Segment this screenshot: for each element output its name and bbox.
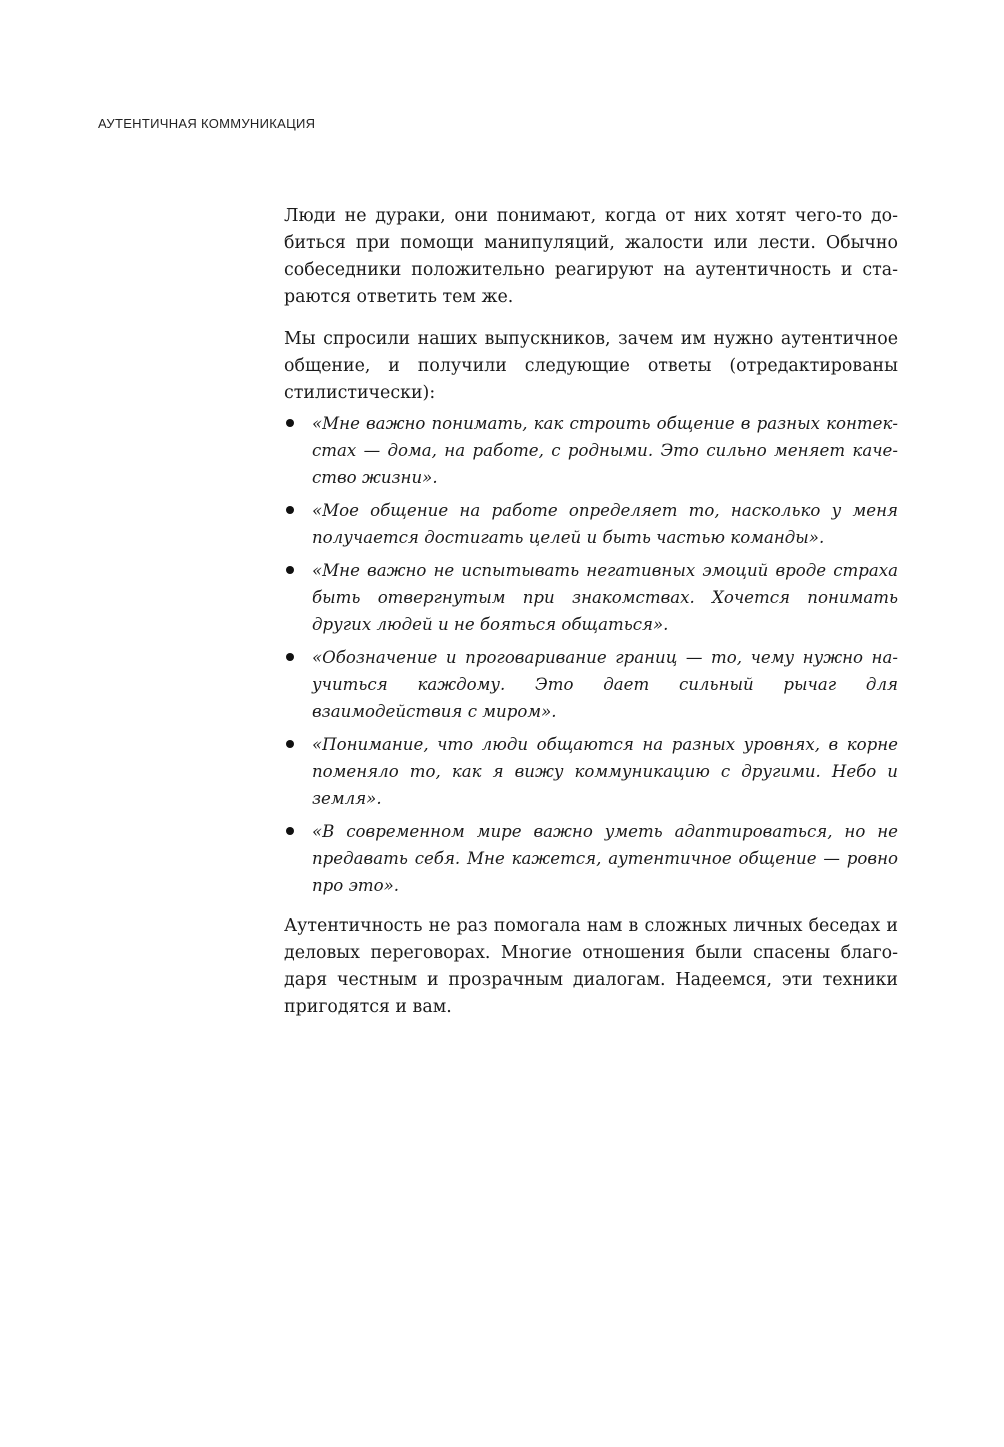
quote-text: «Мне важно не испытывать негативных эмоций вроде страха быть отвергнутым при знакомствах. Хочется понимать других людей и не бояться общаться». bbox=[312, 561, 898, 634]
bullet-icon bbox=[286, 740, 294, 748]
paragraph-intro: Люди не дураки, они понимают, когда от них хотят чего-то добиться при помощи манипуляций, жалости или лести. Обычно собеседники положительно реагируют на аутентичность и стараются ответить тем же. bbox=[284, 206, 898, 307]
quote-text: «В современном мире важно уметь адаптироваться, но не предавать себя. Мне кажется, аутентичное общение — ровно про это». bbox=[312, 822, 898, 895]
bullet-icon bbox=[286, 419, 294, 427]
quote-text: «Мне важно понимать, как строить общение в разных контекстах — дома, на работе, с родными. Это сильно меняет качество жизни». bbox=[312, 414, 898, 487]
bullet-icon bbox=[286, 653, 294, 661]
graduate-quotes-list bbox=[284, 410, 898, 899]
bullet-icon bbox=[286, 566, 294, 574]
quote-text: «Мое общение на работе определяет то, насколько у меня получается достигать целей и быть частью команды». bbox=[312, 501, 898, 547]
main-text bbox=[284, 203, 898, 1021]
list-item bbox=[284, 731, 898, 812]
quote-text: «Понимание, что люди общаются на разных уровнях, в корне поменяло то, как я вижу коммуникацию с другими. Небо и земля». bbox=[312, 735, 898, 808]
paragraph-question: Мы спросили наших выпускников, зачем им нужно аутентичное общение, и получили следующие ответы (отредактированы стилистически): bbox=[284, 329, 898, 403]
list-item bbox=[284, 818, 898, 899]
paragraph-conclusion: Аутентичность не раз помогала нам в сложных личных беседах и деловых переговорах. Многие отношения были спасены благодаря честным и прозрачным диалогам. Надеемся, эти техники пригодятся и вам. bbox=[284, 916, 898, 1017]
bullet-icon bbox=[286, 827, 294, 835]
running-header: АУТЕНТИЧНАЯ КОММУНИКАЦИЯ bbox=[98, 116, 316, 131]
list-item bbox=[284, 557, 898, 638]
list-item bbox=[284, 410, 898, 491]
list-item bbox=[284, 644, 898, 725]
quote-text: «Обозначение и проговаривание границ — то, чему нужно научиться каждому. Это дает сильный рычаг для взаимодействия с миром». bbox=[312, 648, 898, 721]
bullet-icon bbox=[286, 506, 294, 514]
list-item bbox=[284, 497, 898, 551]
